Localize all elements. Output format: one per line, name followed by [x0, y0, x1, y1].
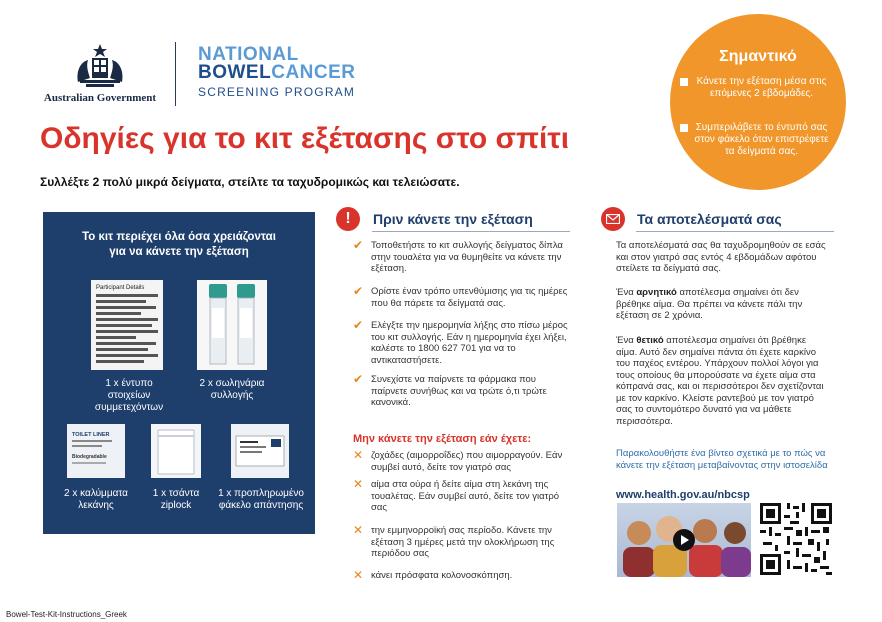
p3-post: αποτέλεσμα σημαίνει ότι βρέθηκε αίμα. Αυτό δεν σημαίνει πάντα ότι έχετε καρκίνο του παχέος εντέρου. Υπάρχουν πολλοί λόγοι για τους οποίους θα μπορούσατε να έχετε αίμα στα κόπρανά σας, και οι περισσότεροι δεν σχετίζονται με τον καρκίνο. Κλείστε ραντεβού με τον γιατρό σας το συντομότερο δυνατό για να μάθετε περισσότερα.	[616, 335, 824, 427]
dont-item-text: κάνει πρόσφατα κολονοσκόπηση.	[371, 570, 513, 581]
important-item-text: Κάνετε την εξέταση μέσα στις επόμενες 2 εβδομάδες.	[696, 76, 827, 99]
p2-post: αποτέλεσμα σημαίνει ότι δεν βρέθηκε αίμα. Θα πρέπει να κάνετε πάλι την εξέταση σε 2 χρόνια.	[616, 287, 803, 321]
kit-heading: Το κιτ περιέχει όλα όσα χρειάζονται για να κάνετε την εξέταση	[82, 231, 276, 258]
video-thumbnail[interactable]	[617, 503, 751, 577]
positive-label: θετικό	[636, 335, 664, 346]
results-paragraph-2	[616, 287, 828, 322]
cross-icon: ✕	[353, 523, 364, 537]
form-title: Participant Details	[96, 285, 145, 291]
cross-icon: ✕	[353, 568, 364, 582]
check-icon: ✔	[353, 372, 364, 386]
before-heading: Πριν κάνετε την εξέταση	[373, 211, 533, 227]
toilet-liner-image	[67, 424, 125, 478]
cross-icon: ✕	[353, 448, 364, 462]
bag-illustration	[151, 424, 201, 478]
before-item-text: Συνεχίστε να παίρνετε τα φάρμακα που παίρνετε συνήθως και να τρώτε ό,τι τρώτε κανονικά.	[371, 374, 547, 408]
dont-item-text: αίμα στα ούρα ή δείτε αίμα στη λεκάνη της τουαλέτας. Εάν συμβεί αυτό, δείτε τον γιατρό σας	[371, 479, 560, 513]
results-paragraph-3	[616, 335, 828, 427]
government-name: Australian Government	[43, 92, 157, 104]
liner-subtitle: Biodegradable	[72, 454, 107, 460]
kit-contents-panel	[43, 212, 315, 534]
coat-of-arms-icon	[70, 42, 130, 88]
kit-item-envelope: 1 x προπληρωμένο φάκελο απάντησης	[218, 488, 304, 511]
reply-envelope-image	[231, 424, 289, 478]
participant-form-image	[91, 280, 163, 370]
before-item-text: Ελέγξτε την ημερομηνία λήξης στο πίσω μέρος του κιτ συλλογής. Εάν η ημερομηνία έχει λήξει, καλέστε το 1800 627 701 για να το αντικαταστήσετε.	[371, 320, 568, 366]
results-heading: Τα αποτελέσματά σας	[637, 211, 782, 227]
before-item	[353, 374, 575, 409]
dont-item	[353, 570, 575, 582]
important-item	[680, 122, 830, 158]
dont-item	[353, 525, 575, 560]
collection-tubes-image	[197, 280, 267, 370]
square-bullet-icon	[680, 78, 688, 86]
envelope-illustration	[231, 424, 289, 478]
dont-item-text: την εμμηνορροϊκή σας περίοδο. Κάνετε την εξέταση 3 ημέρες μετά την ολοκλήρωση της περιόδου σας	[371, 525, 555, 559]
program-line3: SCREENING PROGRAM	[198, 85, 356, 99]
cross-icon: ✕	[353, 477, 364, 491]
heading-rule	[372, 231, 570, 232]
kit-item-liners: 2 x καλύμματα λεκάνης	[64, 488, 128, 511]
program-line2a: BOWEL	[198, 62, 272, 83]
program-line2	[198, 64, 356, 82]
kit-item-bag: 1 x τσάντα ziplock	[152, 488, 200, 511]
video-prompt: Παρακολουθήστε ένα βίντεο σχετικά με το πώς να κάνετε την εξέταση μεταβαίνοντας στην ιστοσελίδα	[616, 448, 828, 471]
dont-item	[353, 479, 575, 514]
before-item-text: Ορίστε έναν τρόπο υπενθύμισης για τις ημέρες που θα πάρετε τα δείγματά σας.	[371, 286, 568, 309]
page-title: Οδηγίες για το κιτ εξέτασης στο σπίτι	[40, 122, 570, 155]
program-line2b: CANCER	[271, 62, 356, 83]
ziplock-bag-image	[151, 424, 201, 478]
footer-filename: Bowel-Test-Kit-Instructions_Greek	[6, 610, 127, 619]
form-illustration	[91, 280, 163, 370]
dont-item	[353, 450, 575, 473]
australian-government-logo	[40, 42, 160, 104]
program-logo	[198, 46, 356, 99]
page-subtitle: Συλλέξτε 2 πολύ μικρά δείγματα, στείλτε τα ταχυδρομικώς και τελειώσατε.	[40, 175, 460, 189]
p2-pre: Ένα	[616, 287, 637, 298]
check-icon: ✔	[353, 318, 364, 332]
important-callout	[670, 14, 846, 190]
logo-divider	[175, 42, 176, 106]
square-bullet-icon	[680, 124, 688, 132]
liner-illustration	[67, 424, 125, 478]
important-item-text: Συμπεριλάβετε το έντυπό σας στον φάκελο όταν επιστρέφετε τα δείγματά σας.	[694, 122, 829, 157]
program-line1: NATIONAL	[198, 44, 299, 65]
kit-item-tubes: 2 x σωληνάρια συλλογής	[199, 378, 265, 401]
liner-title: TOILET LINER	[72, 432, 110, 438]
p3-pre: Ένα	[616, 335, 637, 346]
heading-rule	[636, 231, 834, 232]
negative-label: αρνητικό	[636, 287, 677, 298]
dont-item-text: ζοχάδες (αιμορροΐδες) που αιμορραγούν. Εάν συμβεί αυτό, δείτε τον γιατρό σας	[371, 450, 563, 473]
results-paragraph-1: Τα αποτελέσματά σας θα ταχυδρομηθούν σε εσάς και στον γιατρό σας εντός 4 εβδομάδων αφότου στείλετε τα δείγματά σας.	[616, 240, 826, 274]
tubes-illustration	[197, 280, 267, 370]
important-title: Σημαντικό	[719, 48, 797, 65]
before-item	[353, 240, 575, 275]
qr-code-icon[interactable]	[760, 503, 832, 575]
important-item	[680, 76, 830, 100]
check-icon: ✔	[353, 284, 364, 298]
check-icon: ✔	[353, 238, 364, 252]
exclamation-icon: !	[336, 207, 360, 231]
envelope-icon	[601, 207, 625, 231]
before-item	[353, 286, 575, 309]
kit-item-form: 1 x έντυπο στοιχείων συμμετεχόντων	[94, 378, 164, 413]
before-item	[353, 320, 575, 366]
website-link[interactable]: www.health.gov.au/nbcsp	[616, 489, 750, 501]
play-icon[interactable]	[673, 529, 695, 551]
before-item-text: Τοποθετήστε το κιτ συλλογής δείγματος δίπλα στην τουαλέτα για να θυμηθείτε να κάνετε την εξέταση.	[371, 240, 563, 274]
dont-heading: Μην κάνετε την εξέταση εάν έχετε:	[353, 433, 532, 445]
envelope-glyph	[606, 214, 620, 224]
